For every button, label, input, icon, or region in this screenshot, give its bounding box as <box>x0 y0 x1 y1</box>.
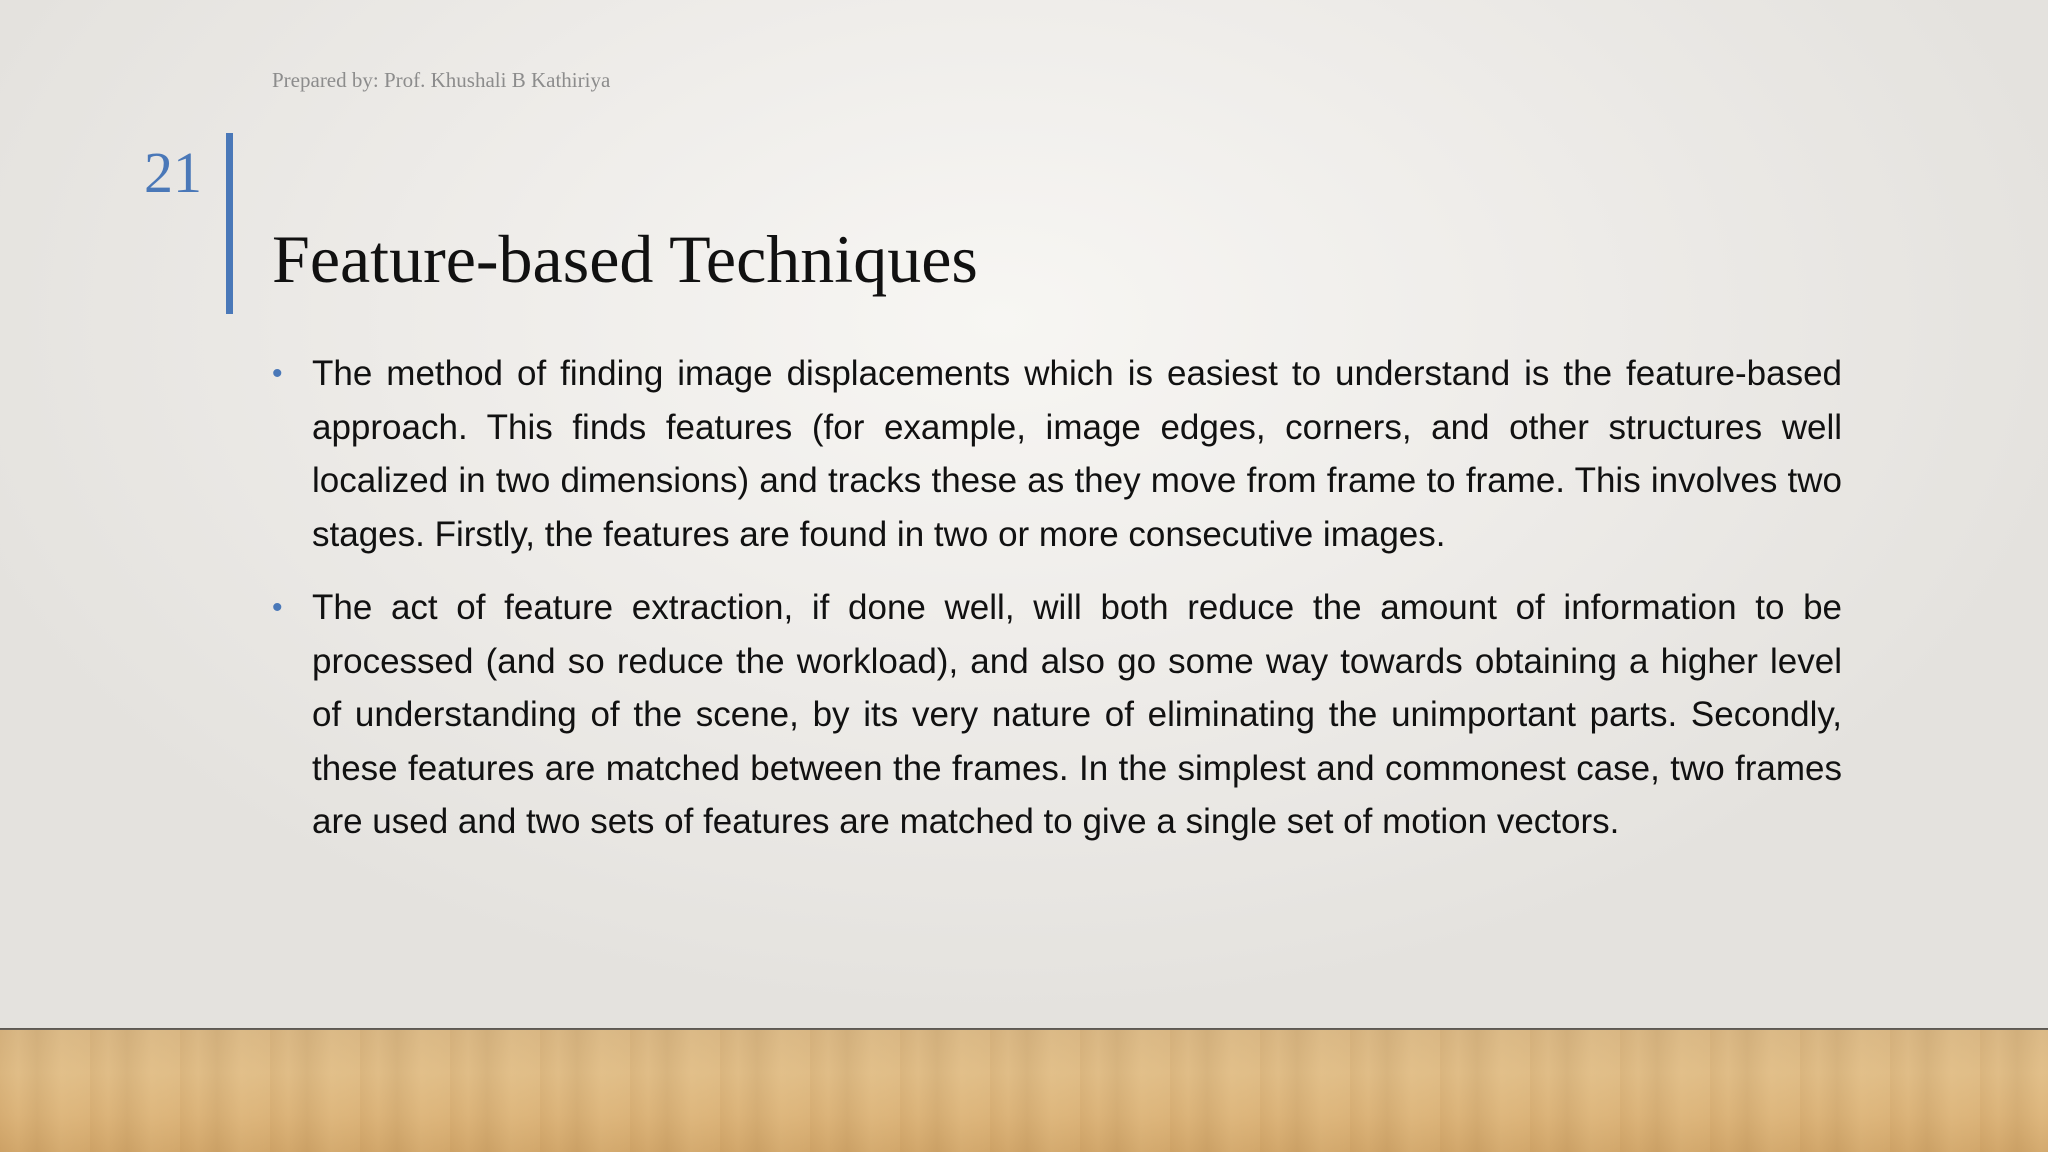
wooden-floor-background <box>0 1030 2048 1152</box>
slide-number: 21 <box>144 140 202 205</box>
bullet-item <box>272 581 1842 849</box>
title-accent-bar <box>226 133 233 314</box>
bullet-list <box>272 347 1842 869</box>
bullet-text: The act of feature extraction, if done well, will both reduce the amount of information to be processed (and so reduce the workload), and also go some way towards obtaining a higher level of understanding of the scene, by its very nature of eliminating the unimportant parts. Secondly, these features are matched between the frames. In the simplest and commonest case, two frames are used and two sets of features are matched to give a single set of motion vectors. <box>312 588 1842 841</box>
bullet-item <box>272 347 1842 561</box>
slide-title: Feature-based Techniques <box>272 221 978 297</box>
bullet-dot-icon: • <box>272 591 283 624</box>
bullet-dot-icon: • <box>272 357 283 390</box>
presenter-credit: Prepared by: Prof. Khushali B Kathiriya <box>272 68 611 92</box>
bullet-text: The method of finding image displacements which is easiest to understand is the feature-based approach. This finds features (for example, image edges, corners, and other structures well localized in two dimensions) and tracks these as they move from frame to frame. This involves two stages. Firstly, the features are found in two or more consecutive images. <box>312 354 1842 554</box>
